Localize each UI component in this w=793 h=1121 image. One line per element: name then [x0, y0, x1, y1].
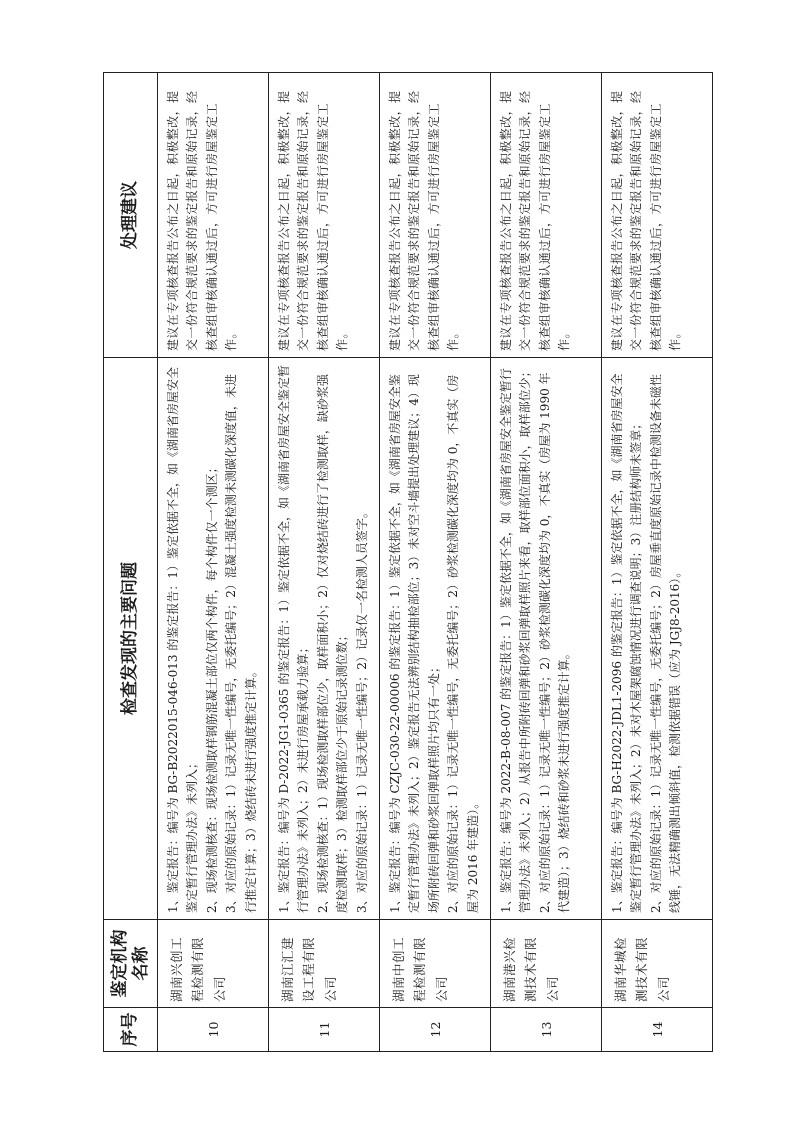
issue-item: 3、对应的原始记录：1）记录无唯一性编号，无委托编号；2）混凝土强度检测未测碳化深度值，未进行推定计算；3）烧结砖未进行强度推定计算。 [224, 374, 258, 913]
row-seq: 13 [491, 1008, 602, 1052]
row-advice: 建议在专项核查报告公布之日起，积极整改，提交一份符合规范要求的鉴定报告和原始记录，经核查组审核确认通过后，方可进行房屋鉴定工作。 [269, 73, 380, 358]
row-seq: 14 [602, 1008, 713, 1052]
row-issues [380, 358, 491, 920]
inspection-table [103, 72, 713, 1052]
row-seq: 11 [269, 1008, 380, 1052]
row-advice: 建议在专项核查报告公布之日起，积极整改，提交一份符合规范要求的鉴定报告和原始记录，经核查组审核确认通过后，方可进行房屋鉴定工作。 [380, 73, 491, 358]
rotated-page-content [103, 73, 712, 1052]
issue-item: 2、对应的原始记录：1）记录无唯一性编号；2）砂浆检测碳化深度均为 0，不真实（房屋为 1990 年代建造）；3）烧结砖和砂浆未进行强度推定计算。 [537, 372, 572, 913]
issue-item: 1、鉴定报告：编号为 D-2022-JG1-0365 的鉴定报告：1）鉴定依据不全，如《湖南省房屋安全鉴定暂行管理办法》未列入；2）未进行房屋承载力验算； [277, 364, 311, 913]
table-row [602, 73, 713, 1052]
issue-item: 2、现场检测核查：1）现场检测取样部位少，取样面积小；2）仅对烧结砖进行了检测取样，缺砂浆强度检测取样；3）检测取样部位少于原始记录测位数； [315, 374, 350, 913]
table-row [269, 73, 380, 1052]
issue-item: 1、鉴定报告：编号为 BG-H2022-JDL1-2096 的鉴定报告：1）鉴定依据不全，如《湖南省房屋安全鉴定暂行管理办法》未列入；2）未对木屋架腐蚀情况进行调查说明；3）注册结构师未签章； [610, 373, 644, 913]
table-row [491, 73, 602, 1052]
row-org: 湖南兴创工程检测有限公司 [158, 920, 269, 1008]
header-advice: 处理建议 [104, 73, 158, 358]
row-advice: 建议在专项核查报告公布之日起，积极整改，提交一份符合规范要求的鉴定报告和原始记录，经核查组审核确认通过后，方可进行房屋鉴定工作。 [158, 73, 269, 358]
row-issues [269, 358, 380, 920]
issue-item: 2、对应的原始记录：1）记录无唯一性编号，无委托编号；2）砂浆检测碳化深度均为 0，不真实（房屋为 2016 年建造）。 [446, 374, 480, 913]
row-issues [602, 358, 713, 920]
row-org: 湖南华城检测技术有限公司 [602, 920, 713, 1008]
issue-item: 1、鉴定报告：编号为 BG-B2022015-046-013 的鉴定报告：1）鉴定依据不全，如《湖南省房屋安全鉴定暂行管理办法》未列入； [166, 367, 200, 913]
row-advice: 建议在专项核查报告公布之日起，积极整改，提交一份符合规范要求的鉴定报告和原始记录，经核查组审核确认通过后，方可进行房屋鉴定工作。 [491, 73, 602, 358]
row-issues [491, 358, 602, 920]
issue-item: 3、对应的原始记录：1）记录无唯一性编号；2）记录仅一名检测人员签字。 [354, 506, 369, 913]
row-org: 湖南江汇建设工程有限公司 [269, 920, 380, 1008]
row-advice: 建议在专项核查报告公布之日起，积极整改，提交一份符合规范要求的鉴定报告和原始记录，经核查组审核确认通过后，方可进行房屋鉴定工作。 [602, 73, 713, 358]
issue-item: 1、鉴定报告：编号为 CZJC-030-22-00006 的鉴定报告：1）鉴定依据不全，如《湖南省房屋安全鉴定暂行管理办法》未列入；2）鉴定报告无法辨别结构抽检部位；3）未对空斗墙提出处理建议；4）现场所附砖回弹和砂浆回弹取样照片均只有一处； [388, 374, 441, 913]
row-org: 湖南港兴检测技术有限公司 [491, 920, 602, 1008]
header-seq: 序号 [104, 1008, 158, 1052]
table-row [158, 73, 269, 1052]
header-issues: 检查发现的主要问题 [104, 358, 158, 920]
issue-item: 2、对应的原始记录：1）记录无唯一性编号，无委托编号；2）房屋垂直度原始记录中检测设备未磁性线锤，无法精确测出倾斜值，检测依据错误（应为 JGJ8-2016）。 [648, 374, 683, 913]
header-org: 鉴定机构名称 [104, 920, 158, 1008]
row-issues [158, 358, 269, 920]
issue-item: 2、现场检测核查：现场检测取样钢筋混凝土部位仅两个构件，每个构件仅一个测区； [204, 461, 219, 913]
table-row [380, 73, 491, 1052]
row-seq: 12 [380, 1008, 491, 1052]
table-header-row [104, 73, 158, 1052]
row-seq: 10 [158, 1008, 269, 1052]
row-org: 湖南中创工程检测有限公司 [380, 920, 491, 1008]
issue-item: 1、鉴定报告：编号为 2022-B-08-007 的鉴定报告：1）鉴定依据不全，如《湖南省房屋安全鉴定暂行管理办法》未列入；2）从报告中所附砖回弹和砂浆回弹取样照片来看，取样部位面积小，取样部位少； [499, 365, 533, 913]
